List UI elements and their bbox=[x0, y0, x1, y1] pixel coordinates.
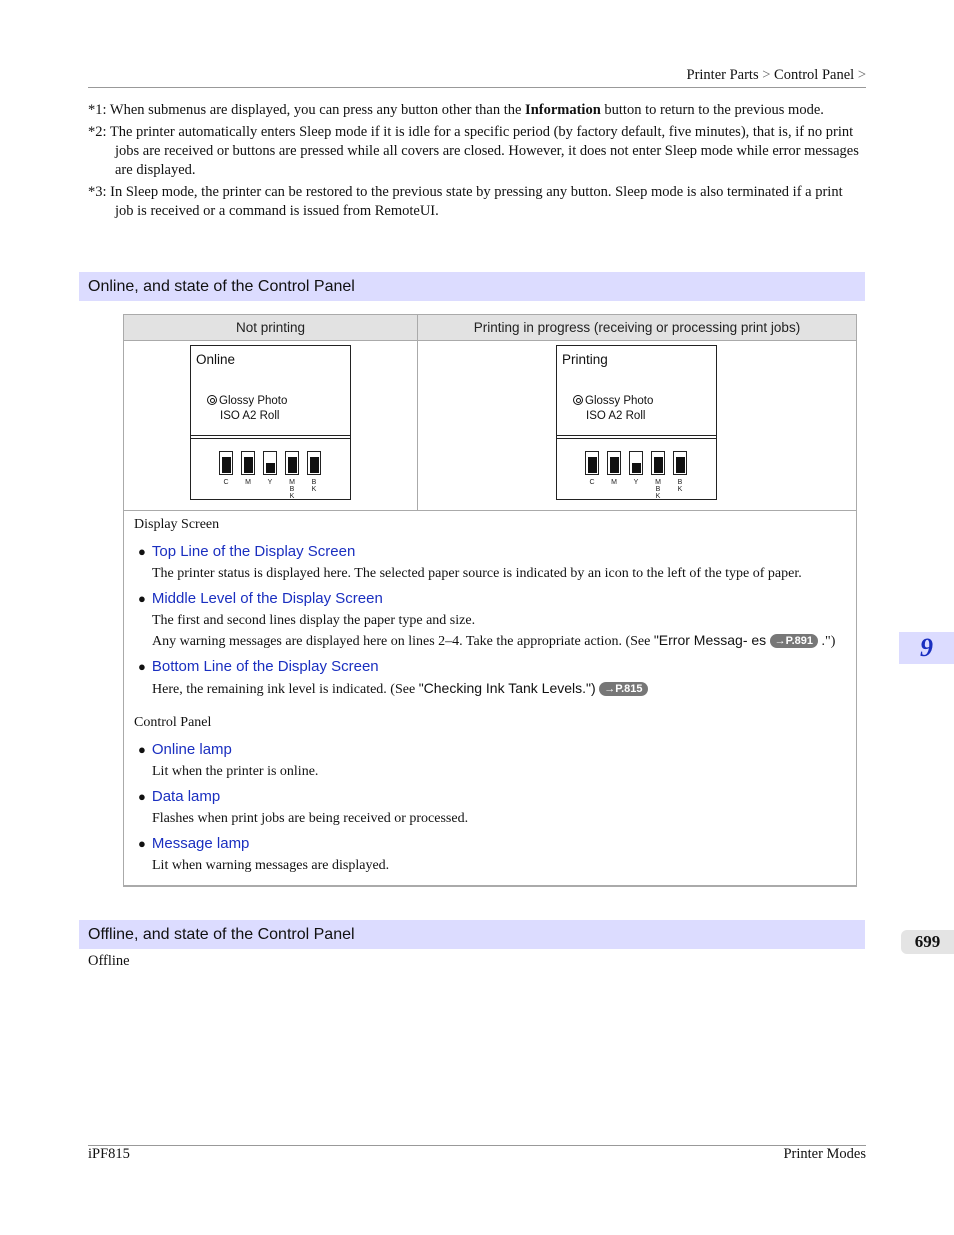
bottom-line-description-text: Here, the remaining ink level is indicated. (See bbox=[152, 682, 419, 697]
display-screen-label: Display Screen bbox=[134, 517, 220, 532]
header-rule bbox=[88, 87, 866, 88]
link-checking-ink-tank-levels[interactable]: "Checking Ink Tank Levels.") bbox=[418, 680, 596, 696]
breadcrumb-separator: > bbox=[762, 67, 771, 83]
table-header-not-printing: Not printing bbox=[124, 315, 418, 341]
ink-level-fill bbox=[588, 457, 597, 473]
link-top-line[interactable]: Top Line of the Display Screen bbox=[151, 543, 356, 560]
ink-level-fill bbox=[266, 463, 275, 473]
ink-tank-icon bbox=[307, 451, 321, 475]
table-column-divider bbox=[417, 340, 418, 511]
ink-tank-label: B K bbox=[311, 479, 317, 493]
bullet-data-lamp bbox=[138, 787, 850, 806]
section-heading-online: Online, and state of the Control Panel bbox=[79, 272, 865, 301]
bullet-bottom-line bbox=[138, 657, 850, 676]
ink-tank-icon bbox=[629, 451, 643, 475]
footnote-1-suffix: button to return to the previous mode. bbox=[600, 102, 824, 118]
middle-level-description-2-text: Any warning messages are displayed here on lines 2–4. Take the appropriate action. (See bbox=[152, 634, 654, 649]
page-ref-badge-815[interactable]: →P.815 bbox=[599, 682, 647, 696]
middle-level-description-1: The first and second lines display the paper type and size. bbox=[152, 613, 476, 628]
footer-section: Printer Modes bbox=[783, 1146, 866, 1162]
display-mockup-printing bbox=[556, 345, 717, 500]
roll-paper-icon bbox=[207, 395, 217, 405]
data-lamp-description: Flashes when print jobs are being received or processed. bbox=[152, 811, 469, 826]
display-paper-size: ISO A2 Roll bbox=[220, 410, 280, 422]
display-top-line: Online bbox=[196, 352, 236, 367]
bullet-icon: ● bbox=[138, 789, 146, 804]
ink-tank-label: B K bbox=[677, 479, 683, 493]
display-divider bbox=[557, 435, 716, 439]
footnote-1-text: *1: When submenus are displayed, you can press any button other than the bbox=[88, 102, 526, 118]
link-data-lamp[interactable]: Data lamp bbox=[151, 788, 221, 805]
display-paper-type-text: Glossy Photo bbox=[219, 395, 288, 407]
ink-tank-icon bbox=[241, 451, 255, 475]
message-lamp-description: Lit when warning messages are displayed. bbox=[152, 858, 390, 873]
breadcrumb-separator-trailing: > bbox=[857, 67, 866, 83]
ink-tank-icon bbox=[585, 451, 599, 475]
middle-level-description-2 bbox=[152, 631, 850, 651]
roll-paper-icon bbox=[573, 395, 583, 405]
ink-tank-icon bbox=[263, 451, 277, 475]
breadcrumb-item-printer-parts[interactable]: Printer Parts bbox=[686, 67, 759, 83]
bullet-icon: ● bbox=[138, 742, 146, 757]
display-mockup-online bbox=[190, 345, 351, 500]
bullet-icon: ● bbox=[138, 659, 146, 674]
ink-tank-label: C bbox=[589, 479, 595, 486]
display-top-line: Printing bbox=[562, 352, 608, 367]
ink-level-fill bbox=[288, 457, 297, 473]
bullet-middle-level bbox=[138, 589, 850, 608]
link-bottom-line[interactable]: Bottom Line of the Display Screen bbox=[151, 658, 379, 675]
control-panel-label: Control Panel bbox=[134, 715, 212, 730]
offline-label: Offline bbox=[88, 953, 130, 969]
table-header-printing: Printing in progress (receiving or processing print jobs) bbox=[418, 315, 856, 341]
ink-tank-icon bbox=[285, 451, 299, 475]
link-error-messages[interactable]: "Error Messag- es bbox=[653, 632, 767, 648]
bottom-line-description bbox=[152, 679, 850, 699]
footer-model: iPF815 bbox=[88, 1146, 130, 1162]
top-line-description: The printer status is displayed here. The selected paper source is indicated by an icon to the left of the type of paper. bbox=[152, 566, 802, 581]
ink-tank-label: Y bbox=[267, 479, 273, 486]
display-paper-type-text: Glossy Photo bbox=[585, 395, 654, 407]
table-row-divider bbox=[124, 510, 856, 511]
footnote-1 bbox=[88, 101, 862, 120]
middle-level-description-2-end: .") bbox=[817, 634, 836, 649]
ink-tank-label: C bbox=[223, 479, 229, 486]
page-number: 699 bbox=[901, 930, 954, 954]
ink-tank-icon bbox=[219, 451, 233, 475]
control-panel-state-table bbox=[123, 314, 857, 887]
link-message-lamp[interactable]: Message lamp bbox=[151, 835, 250, 852]
footnote-3: *3: In Sleep mode, the printer can be restored to the previous state by pressing any button. Sleep mode is also terminated if a print job is received or a command is issued from RemoteUI. bbox=[88, 184, 843, 219]
bullet-icon: ● bbox=[138, 591, 146, 606]
footnotes bbox=[88, 101, 862, 224]
ink-level-fill bbox=[654, 457, 663, 473]
ink-tank-label: Y bbox=[633, 479, 639, 486]
ink-level-fill bbox=[632, 463, 641, 473]
display-paper-size: ISO A2 Roll bbox=[586, 410, 646, 422]
ink-level-fill bbox=[676, 457, 685, 473]
ink-tank-icon bbox=[651, 451, 665, 475]
breadcrumb-item-control-panel[interactable]: Control Panel bbox=[774, 67, 855, 83]
table-description bbox=[134, 515, 850, 878]
ink-tank-icon bbox=[673, 451, 687, 475]
ink-tank-label: M bbox=[611, 479, 617, 486]
link-online-lamp[interactable]: Online lamp bbox=[151, 741, 232, 758]
ink-tank-icon bbox=[607, 451, 621, 475]
ink-tank-label: M B K bbox=[655, 479, 661, 500]
bullet-icon: ● bbox=[138, 836, 146, 851]
ink-tank-label: M bbox=[245, 479, 251, 486]
bullet-message-lamp bbox=[138, 834, 850, 853]
ink-level-fill bbox=[222, 457, 231, 473]
section-heading-offline: Offline, and state of the Control Panel bbox=[79, 920, 865, 949]
ink-level-fill bbox=[610, 457, 619, 473]
footnote-2: *2: The printer automatically enters Sleep mode if it is idle for a specific period (by factory default, five minutes), that is, if no print jobs are received or buttons are pressed while all covers are closed. However, it does not enter Sleep mode while error messages are displayed. bbox=[88, 124, 859, 178]
display-paper-type bbox=[207, 395, 287, 407]
page-ref-badge-891[interactable]: →P.891 bbox=[770, 634, 818, 648]
chapter-tab[interactable]: 9 bbox=[899, 632, 954, 664]
footer-rule bbox=[88, 1145, 866, 1146]
bullet-online-lamp bbox=[138, 740, 850, 759]
online-lamp-description: Lit when the printer is online. bbox=[152, 764, 319, 779]
bullet-icon: ● bbox=[138, 544, 146, 559]
ink-tank-label: M B K bbox=[289, 479, 295, 500]
footnote-1-bold: Information bbox=[525, 102, 601, 118]
ink-level-fill bbox=[244, 457, 253, 473]
breadcrumb bbox=[687, 67, 867, 84]
link-middle-level[interactable]: Middle Level of the Display Screen bbox=[151, 590, 383, 607]
ink-level-fill bbox=[310, 457, 319, 473]
bullet-top-line bbox=[138, 542, 850, 561]
display-paper-type bbox=[573, 395, 653, 407]
display-divider bbox=[191, 435, 350, 439]
